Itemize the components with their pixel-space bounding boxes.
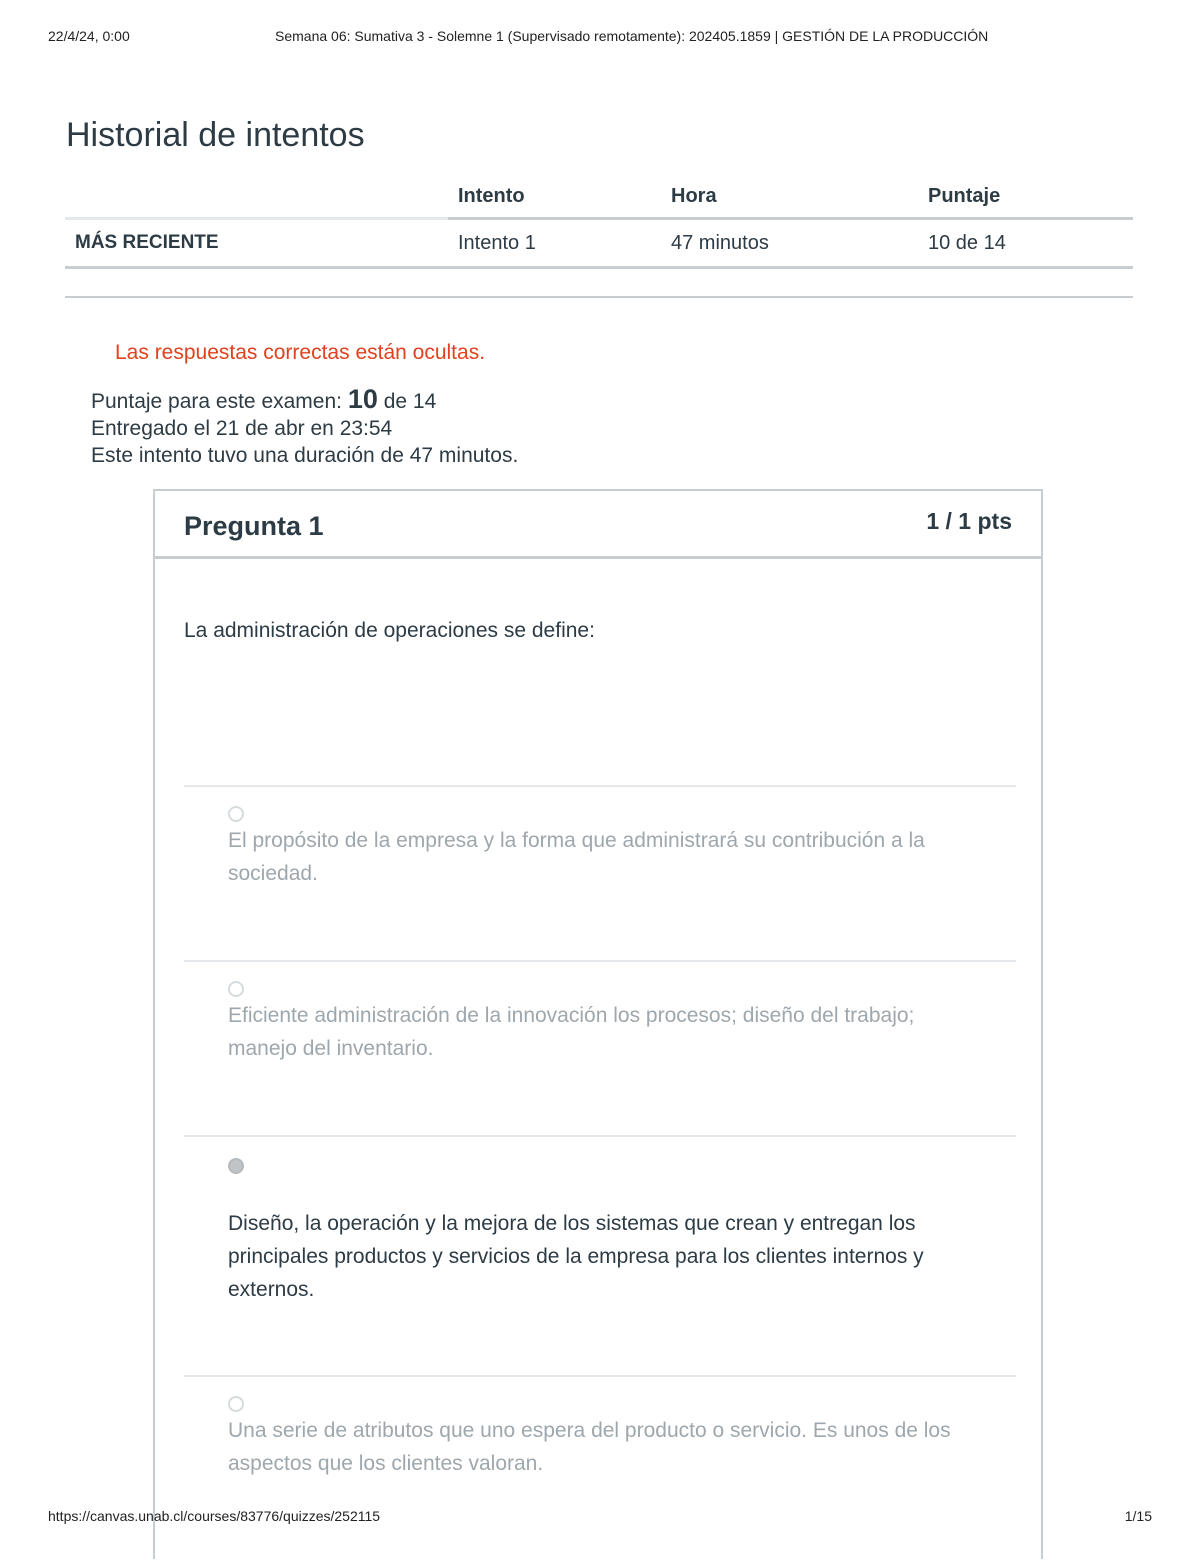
answer-option [184,960,1016,1136]
answer-text: Una serie de atributos que uno espera del producto o servicio. Es unos de los aspectos que los clientes valoran. [228,1419,951,1475]
answer-option [184,785,1016,961]
hidden-answers-notice: Las respuestas correctas están ocultas. [115,341,486,364]
print-page-title: Semana 06: Sumativa 3 - Solemne 1 (Supervisado remotamente): 202405.1859 | GESTIÓN DE LA PRODUCCIÓN [275,28,989,44]
attempt-time: 47 minutos [661,219,918,268]
submitted-date: Entregado el 21 de abr en 23:54 [91,417,393,440]
answer-text: Eficiente administración de la innovación los procesos; diseño del trabajo; manejo del inventario. [228,1004,915,1060]
section-divider [65,296,1133,298]
answer-option-selected [184,1135,1016,1375]
radio-button[interactable] [228,981,244,997]
radio-button[interactable] [228,1396,244,1412]
column-header-score: Puntaje [918,175,1133,219]
radio-button[interactable] [228,806,244,822]
score-prefix: Puntaje para este examen: [91,390,348,413]
print-footer [48,1508,1152,1528]
attempt-link[interactable]: Intento 1 [448,219,661,268]
print-header [48,28,1152,48]
latest-label: MÁS RECIENTE [65,219,448,268]
history-title: Historial de intentos [66,116,365,154]
question-title: Pregunta 1 [184,511,324,541]
score-line [91,386,518,415]
attempt-duration: Este intento tuvo una duración de 47 minutos. [91,444,519,467]
question-card [153,489,1043,1559]
score-value: 10 [347,384,378,414]
score-summary [91,386,518,469]
page-number: 1/15 [1124,1508,1152,1524]
column-header-attempt: Intento [448,175,661,219]
question-text: La administración de operaciones se define: [184,619,595,642]
column-header-blank [65,175,448,219]
print-date: 22/4/24, 0:00 [48,28,130,44]
table-row [65,219,1133,268]
answer-option [184,1375,1016,1563]
score-suffix: de 14 [377,390,437,413]
question-points: 1 / 1 pts [926,508,1012,534]
question-header [155,491,1041,559]
column-header-time: Hora [661,175,918,219]
answer-text: El propósito de la empresa y la forma que administrará su contribución a la sociedad. [228,829,925,885]
attempt-score: 10 de 14 [918,219,1133,268]
print-url: https://canvas.unab.cl/courses/83776/quizzes/252115 [48,1508,381,1524]
answer-text: Diseño, la operación y la mejora de los sistemas que crean y entregan los principales productos y servicios de la empresa para los clientes internos y externos. [228,1212,924,1301]
attempt-history-table [65,175,1133,269]
table-header-row [65,175,1133,219]
radio-button-selected[interactable] [228,1158,244,1174]
